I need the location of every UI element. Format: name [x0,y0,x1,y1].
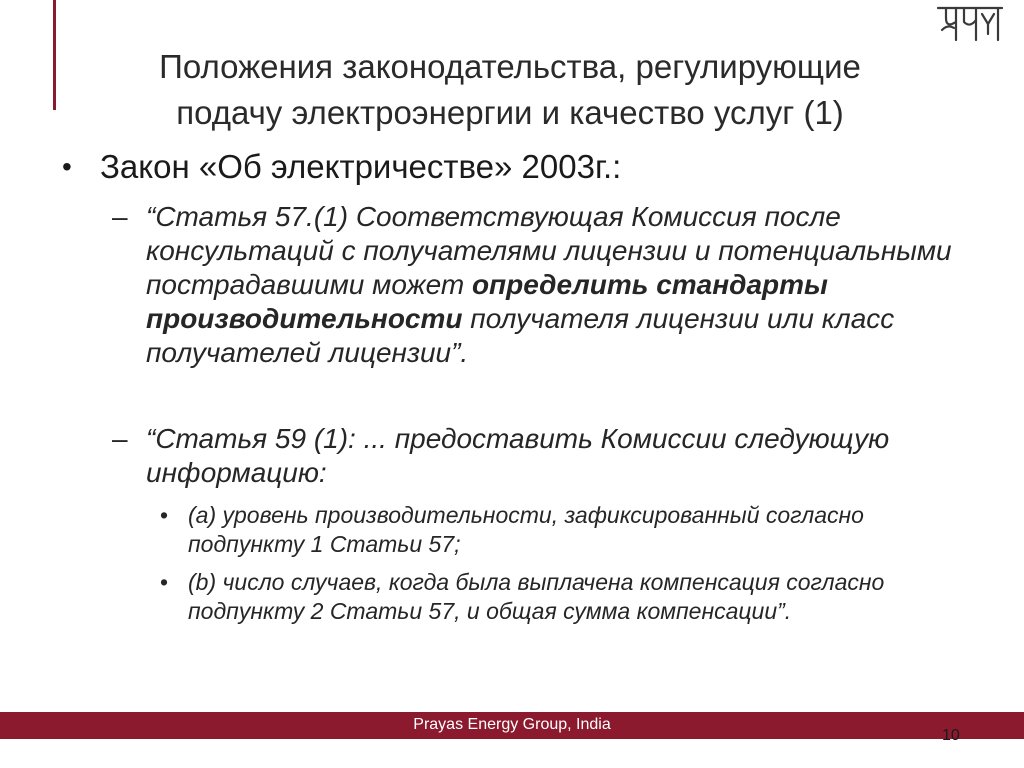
law-title: Закон «Об электричестве» 2003г.: [100,148,622,185]
bullet-marker: • [62,151,72,182]
article-57-emphasis: определить стандарты производительности [146,269,828,334]
footer-text: Prayas Energy Group, India [413,716,611,733]
article-59-text: “Статья 59 (1): ... предоставить Комиссии следующую информацию: [146,423,890,488]
sub-item-b-text: (b) число случаев, когда была выплачена компенсация согласно подпункту 2 Статьи 57, и общая сумма компенсации”. [188,569,885,624]
sub-item-a-text: (a) уровень производительности, зафиксированный согласно подпункту 1 Статьи 57; [188,502,864,557]
article-57-text [146,200,996,370]
title-line-1: Положения законодательства, регулирующие [159,48,861,85]
page-number: 10 [942,727,960,744]
article-57-after: получателя лицензии или класс получателей лицензии”. [146,303,895,368]
accent-line [53,0,56,110]
footer-bar [0,712,1024,739]
article-57-before: “Статья 57.(1) Соответствующая Комиссия после консультаций с получателями лицензии и потенциальными пострадавшими может [146,201,952,300]
dash-marker: – [112,423,128,454]
sub-bullet-marker: • [160,502,169,528]
prayas-logo-icon [936,2,1004,44]
sub-bullet-marker: • [160,569,169,595]
title-line-2: подачу электроэнергии и качество услуг (1) [176,94,844,131]
page-title [60,44,960,136]
dash-marker: – [112,201,128,232]
